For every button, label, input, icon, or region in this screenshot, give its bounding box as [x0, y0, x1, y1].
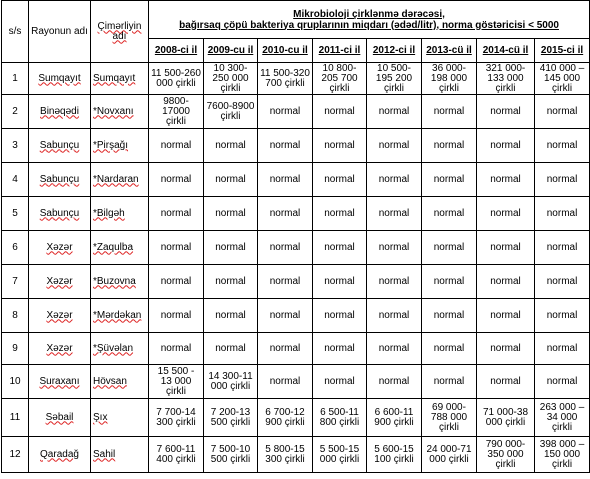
measurement-cell: normal	[149, 197, 204, 231]
beach-name: *Buzovna	[91, 265, 149, 299]
measurement-cell: 7 200-13 500 çirkli	[204, 399, 258, 437]
measurement-cell: normal	[204, 299, 258, 333]
measurement-cell: normal	[535, 333, 590, 365]
header-year: 2011-ci il	[313, 39, 367, 63]
region-name: Xəzər	[29, 333, 91, 365]
region-name: Səbail	[29, 399, 91, 437]
measurement-cell: normal	[258, 333, 313, 365]
measurement-cell: 24 000-71 000 çirkli	[422, 437, 477, 473]
row-number: 9	[2, 333, 29, 365]
measurement-cell: normal	[258, 265, 313, 299]
title-line-2: bağırsaq çöpü bakteriya qruplarının miqdarı (ədəd/litr), norma göstəricisi < 5000	[179, 19, 559, 31]
measurement-cell: normal	[422, 197, 477, 231]
measurement-cell: 5 800-15 300 çirkli	[258, 437, 313, 473]
row-number: 12	[2, 437, 29, 473]
row-number: 5	[2, 197, 29, 231]
measurement-cell: normal	[258, 365, 313, 399]
measurement-cell: normal	[313, 95, 367, 129]
measurement-cell: normal	[535, 197, 590, 231]
measurement-cell: 263 000 – 34 000 çirkli	[535, 399, 590, 437]
measurement-cell: normal	[258, 231, 313, 265]
measurement-cell: normal	[313, 365, 367, 399]
table-row	[2, 365, 590, 399]
header-year: 2013-cü il	[422, 39, 477, 63]
region-name: Suraxanı	[29, 365, 91, 399]
table-row	[2, 437, 590, 473]
beach-name: *Novxanı	[91, 95, 149, 129]
measurement-cell: normal	[535, 231, 590, 265]
measurement-cell: 790 000-350 000 çirkli	[477, 437, 535, 473]
measurement-cell: normal	[535, 265, 590, 299]
measurement-cell: 7 500-10 500 çirkli	[204, 437, 258, 473]
measurement-cell: normal	[477, 265, 535, 299]
measurement-cell: normal	[422, 95, 477, 129]
measurement-cell: normal	[422, 333, 477, 365]
beach-name: *Mərdəkan	[91, 299, 149, 333]
measurement-cell: 10 800-205 700 çirkli	[313, 63, 367, 95]
measurement-cell: normal	[149, 299, 204, 333]
table-row	[2, 333, 590, 365]
measurement-cell: normal	[535, 299, 590, 333]
measurement-cell: 15 500 - 13 000 çirkli	[149, 365, 204, 399]
measurement-cell: normal	[477, 333, 535, 365]
header-year: 2008-ci il	[149, 39, 204, 63]
measurement-cell: normal	[367, 129, 422, 163]
measurement-cell: normal	[422, 265, 477, 299]
row-number: 8	[2, 299, 29, 333]
measurement-cell: 11 500-320 700 çirkli	[258, 63, 313, 95]
measurement-cell: normal	[313, 265, 367, 299]
measurement-cell: 36 000-198 000 çirkli	[422, 63, 477, 95]
measurement-cell: normal	[422, 299, 477, 333]
row-number: 1	[2, 63, 29, 95]
measurement-cell: normal	[258, 163, 313, 197]
header-year: 2010-cu il	[258, 39, 313, 63]
measurement-cell: normal	[149, 231, 204, 265]
measurement-cell: normal	[258, 129, 313, 163]
measurement-cell: normal	[477, 299, 535, 333]
measurement-cell: normal	[477, 129, 535, 163]
measurement-cell: 398 000 – 150 000 çirkli	[535, 437, 590, 473]
table-title	[149, 1, 590, 39]
measurement-cell: normal	[258, 95, 313, 129]
beach-name: Sahil	[91, 437, 149, 473]
measurement-cell: 9800-17000 çirkli	[149, 95, 204, 129]
measurement-cell: normal	[313, 333, 367, 365]
measurement-cell: normal	[367, 197, 422, 231]
measurement-cell: normal	[477, 197, 535, 231]
measurement-cell: normal	[204, 333, 258, 365]
header-year: 2015-ci il	[535, 39, 590, 63]
measurement-cell: normal	[477, 163, 535, 197]
region-name: Qaradağ	[29, 437, 91, 473]
measurement-cell: 321 000-133 000 çirkli	[477, 63, 535, 95]
title-line-1: Mikrobioloji çirklənmə dərəcəsi,	[293, 8, 445, 20]
beach-name: Sumqayıt	[91, 63, 149, 95]
measurement-cell: normal	[313, 197, 367, 231]
beach-name: *Bilgəh	[91, 197, 149, 231]
measurement-cell: normal	[313, 163, 367, 197]
measurement-cell: normal	[367, 265, 422, 299]
measurement-cell: 71 000-38 000 çirkli	[477, 399, 535, 437]
measurement-cell: 10 300-250 000 çirkli	[204, 63, 258, 95]
measurement-cell: 10 500-195 200 çirkli	[367, 63, 422, 95]
region-name: Xəzər	[29, 299, 91, 333]
measurement-cell: normal	[535, 95, 590, 129]
measurement-cell: normal	[535, 163, 590, 197]
measurement-cell: normal	[313, 299, 367, 333]
region-name: Sabunçu	[29, 163, 91, 197]
region-name: Sumqayıt	[29, 63, 91, 95]
measurement-cell: normal	[367, 231, 422, 265]
measurement-cell: normal	[367, 365, 422, 399]
measurement-cell: normal	[313, 231, 367, 265]
measurement-cell: 410 000 – 145 000 çirkli	[535, 63, 590, 95]
table-row	[2, 95, 590, 129]
beach-name: Şıx	[91, 399, 149, 437]
measurement-cell: normal	[422, 365, 477, 399]
measurement-cell: normal	[367, 95, 422, 129]
measurement-cell: 6 600-11 900 çirkli	[367, 399, 422, 437]
region-name: Sabunçu	[29, 129, 91, 163]
measurement-cell: normal	[149, 129, 204, 163]
measurement-cell: normal	[367, 333, 422, 365]
header-year: 2009-cu il	[204, 39, 258, 63]
measurement-cell: normal	[204, 129, 258, 163]
table-row	[2, 63, 590, 95]
row-number: 7	[2, 265, 29, 299]
table-row	[2, 299, 590, 333]
measurement-cell: normal	[535, 365, 590, 399]
measurement-cell: normal	[477, 365, 535, 399]
measurement-cell: 7 600-11 400 çirkli	[149, 437, 204, 473]
measurement-cell: 5 600-15 100 çirkli	[367, 437, 422, 473]
measurement-cell: 5 500-15 000 çirkli	[313, 437, 367, 473]
header-beach: Çimərliyin adı	[91, 1, 149, 63]
header-year: 2014-cü il	[477, 39, 535, 63]
measurement-cell: normal	[313, 129, 367, 163]
measurement-cell: normal	[149, 333, 204, 365]
measurement-cell: 69 000-788 000 çirkli	[422, 399, 477, 437]
measurement-cell: normal	[149, 163, 204, 197]
beach-name: *Pirşağı	[91, 129, 149, 163]
row-number: 10	[2, 365, 29, 399]
header-number: s/s	[2, 1, 29, 63]
beach-name: *Şüvəlan	[91, 333, 149, 365]
row-number: 11	[2, 399, 29, 437]
measurement-cell: normal	[367, 163, 422, 197]
row-number: 6	[2, 231, 29, 265]
measurement-cell: normal	[422, 231, 477, 265]
measurement-cell: 11 500-260 000 çirkli	[149, 63, 204, 95]
measurement-cell: normal	[367, 299, 422, 333]
row-number: 2	[2, 95, 29, 129]
measurement-cell: normal	[204, 197, 258, 231]
measurement-cell: normal	[422, 129, 477, 163]
table-row	[2, 231, 590, 265]
measurement-cell: normal	[258, 197, 313, 231]
table-row	[2, 265, 590, 299]
measurement-cell: 7600-8900 çirkli	[204, 95, 258, 129]
region-name: Binəqədi	[29, 95, 91, 129]
measurement-cell: normal	[477, 95, 535, 129]
region-name: Xəzər	[29, 231, 91, 265]
pollution-table	[1, 0, 590, 473]
row-number: 4	[2, 163, 29, 197]
table-row	[2, 129, 590, 163]
measurement-cell: normal	[535, 129, 590, 163]
measurement-cell: 7 700-14 300 çirkli	[149, 399, 204, 437]
measurement-cell: normal	[477, 231, 535, 265]
measurement-cell: normal	[258, 299, 313, 333]
measurement-cell: normal	[204, 265, 258, 299]
table-row	[2, 197, 590, 231]
measurement-cell: normal	[422, 163, 477, 197]
table-row	[2, 399, 590, 437]
table-row	[2, 163, 590, 197]
measurement-cell: normal	[204, 231, 258, 265]
header-year: 2012-ci il	[367, 39, 422, 63]
measurement-cell: normal	[149, 265, 204, 299]
region-name: Xəzər	[29, 265, 91, 299]
measurement-cell: 14 300-11 000 çirkli	[204, 365, 258, 399]
beach-name: Hövsan	[91, 365, 149, 399]
row-number: 3	[2, 129, 29, 163]
beach-name: *Zaqulba	[91, 231, 149, 265]
measurement-cell: normal	[204, 163, 258, 197]
header-region: Rayonun adı	[29, 1, 91, 63]
region-name: Sabunçu	[29, 197, 91, 231]
beach-name: *Nardaran	[91, 163, 149, 197]
measurement-cell: 6 700-12 900 çirkli	[258, 399, 313, 437]
measurement-cell: 6 500-11 800 çirkli	[313, 399, 367, 437]
